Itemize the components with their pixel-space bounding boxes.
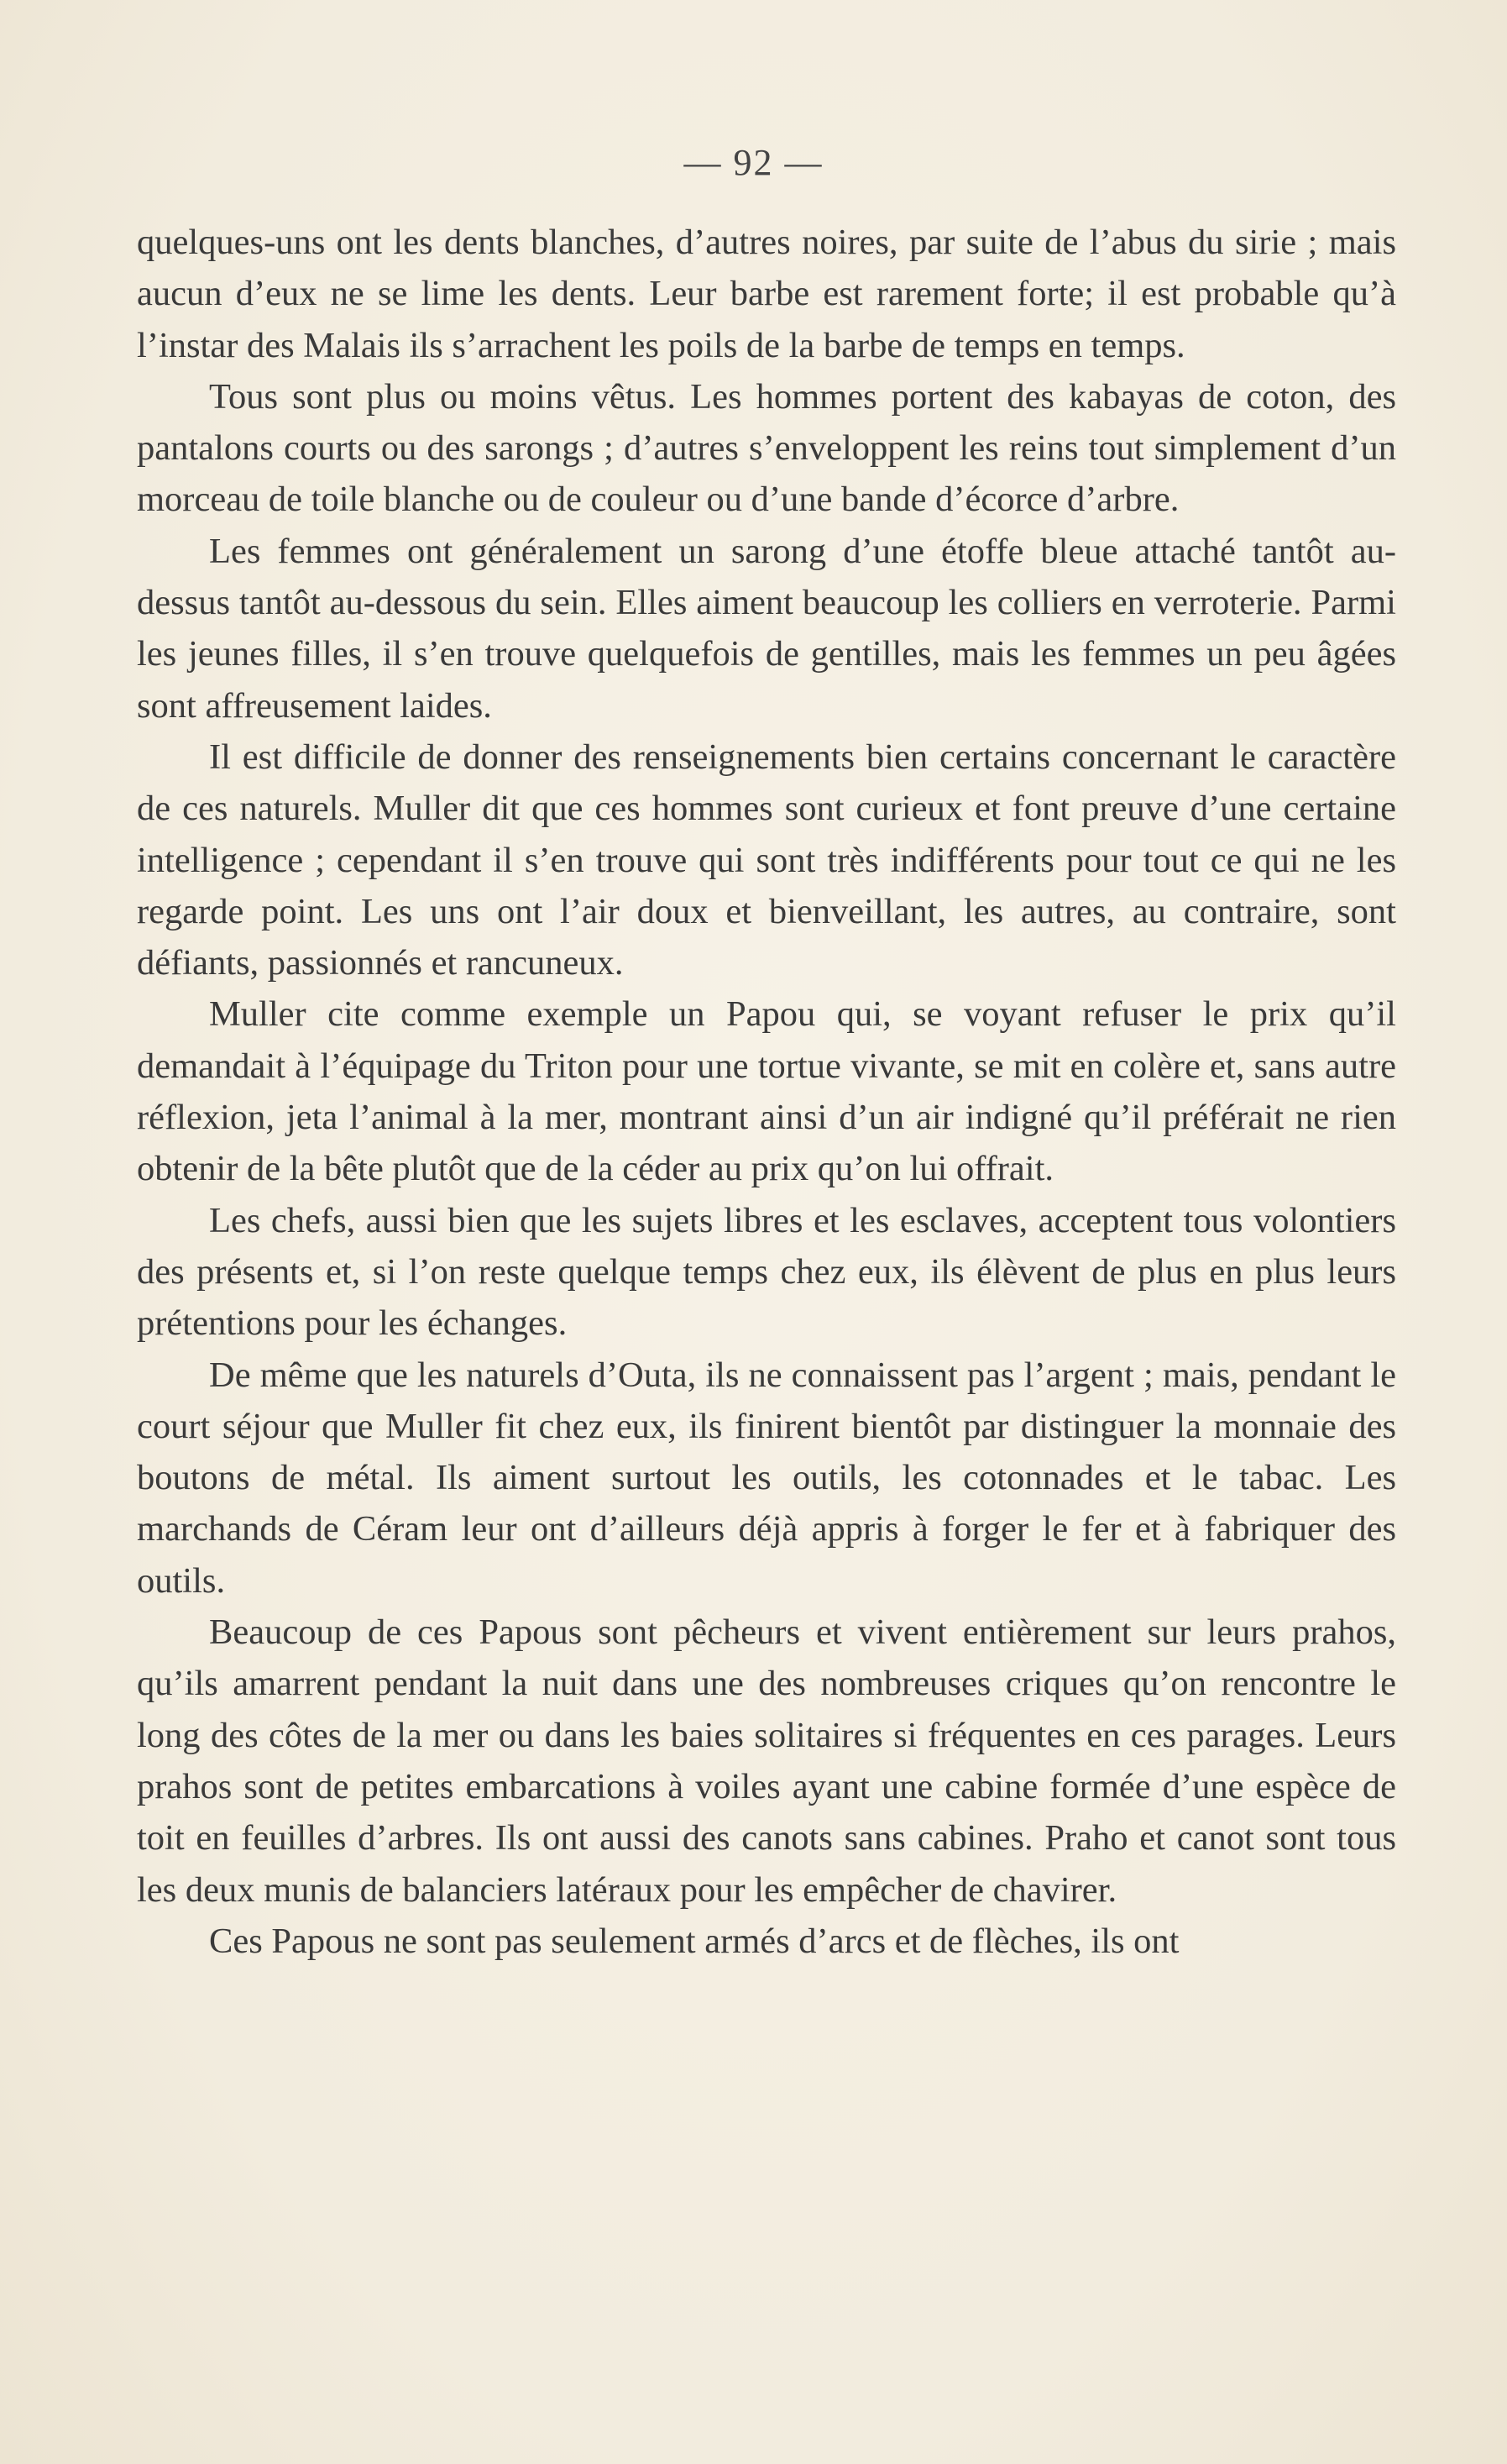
paragraph: Tous sont plus ou moins vêtus. Les hommes portent des kabayas de coton, des pantalons courts ou des sarongs ; d’autres s’enveloppent les reins tout simplement d’un morceau de toile blanche ou de couleur ou d’une bande d’écorce d’arbre.: [137, 376, 1396, 520]
paragraph: De même que les naturels d’Outa, ils ne connaissent pas l’argent ; mais, pendant le court séjour que Muller fit chez eux, ils finirent bientôt par distinguer la monnaie des boutons de métal. Ils aiment surtout les outils, les cotonnades et le tabac. Les marchands de Céram leur ont d’ailleurs déjà appris à forger le fer et à fabriquer des outils.: [137, 1355, 1396, 1601]
paragraph: Il est difficile de donner des renseignements bien certains concernant le caractère de ces naturels. Muller dit que ces hommes sont curieux et font preuve d’une certaine intelligence ; cependant il s’en trouve qui sont très indifférents pour tout ce qui ne les regarde point. Les uns ont l’air doux et bienveillant, les autres, au contraire, sont défiants, passionnés et rancuneux.: [137, 737, 1396, 983]
paragraph: Ces Papous ne sont pas seulement armés d’arcs et de flèches, ils ont: [209, 1921, 1180, 1961]
paragraph: Beaucoup de ces Papous sont pêcheurs et vivent entièrement sur leurs prahos, qu’ils amarrent pendant la nuit dans une des nombreuses criques qu’on rencontre le long des côtes de la mer ou dans les baies solitaires si fréquentes en ces parages. Leurs prahos sont de petites embarcations à voiles ayant une cabine formée d’une espèce de toit en feuilles d’arbres. Ils ont aussi des canots sans cabines. Praho et canot sont tous les deux munis de balanciers latéraux pour les empêcher de chavirer.: [137, 1612, 1396, 1910]
paragraph: Muller cite comme exemple un Papou qui, se voyant refuser le prix qu’il demandait à l’équipage du Triton pour une tortue vivante, se mit en colère et, sans autre réflexion, jeta l’animal à la mer, montrant ainsi d’un air indigné qu’il préférait ne rien obtenir de la bête plutôt que de la céder au prix qu’on lui offrait.: [137, 994, 1396, 1189]
paragraph: quelques-uns ont les dents blanches, d’autres noires, par suite de l’abus du sirie ; mais aucun d’eux ne se lime les dents. Leur barbe est rarement forte; il est probable qu’à l’instar des Malais ils s’arrachent les poils de la barbe de temps en temps.: [137, 223, 1396, 365]
paragraph: Les femmes ont généralement un sarong d’une étoffe bleue attaché tantôt au-dessus tantôt au-dessous du sein. Elles aiment beaucoup les colliers en verroterie. Parmi les jeunes filles, il s’en trouve quelquefois de gentilles, mais les femmes un peu âgées sont affreusement laides.: [137, 531, 1396, 726]
paragraph: Les chefs, aussi bien que les sujets libres et les esclaves, acceptent tous volontiers des présents et, si l’on reste quelque temps chez eux, ils élèvent de plus en plus leurs prétentions pour les échanges.: [137, 1200, 1396, 1344]
body-text: [137, 217, 1396, 1967]
page-number: — 92 —: [683, 142, 824, 183]
